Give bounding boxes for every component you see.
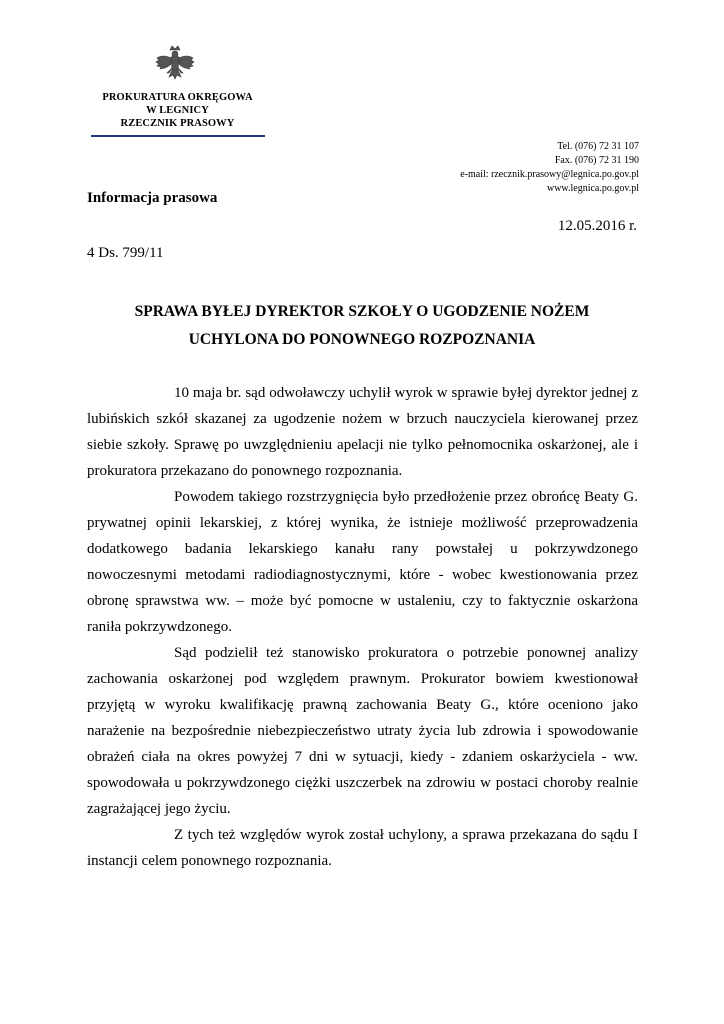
office-name	[90, 91, 265, 130]
office-line-1: PROKURATURA OKRĘGOWA	[102, 92, 253, 103]
contact-block	[460, 140, 639, 196]
document-label: Informacja prasowa	[87, 190, 218, 206]
paragraph: Sąd podzielił też stanowisko prokuratora o potrzebie ponownej analizy zachowania oskarżonej pod względem prawnym. Prokurator bowiem kwestionował przyjętą w wyroku kwalifikację prawną zachowania Beaty G., które oceniono jako narażenie na bezpośrednie niebezpieczeństwo utraty życia lub zdrowia i spowodowanie obrażeń ciała na okres powyżej 7 dni w sytuacji, kiedy - zdaniem oskarżyciela - ww. spowodowała u pokrzywdzonego ciężki uszczerbek na zdrowiu w postaci choroby realnie zagrażającej jego życiu.	[87, 645, 638, 817]
office-line-2: W LEGNICY	[146, 105, 209, 116]
office-line-3: RZECZNIK PRASOWY	[120, 118, 235, 129]
paragraph: 10 maja br. sąd odwoławczy uchylił wyrok w sprawie byłej dyrektor jednej z lubińskich szkół skazanej za ugodzenie nożem w brzuch nauczyciela kierowanej przez siebie szkoły. Sprawę po uwzględnieniu apelacji nie tylko pełnomocnika oskarżonej, ale i prokuratora przekazano do ponownego rozpoznania.	[87, 385, 638, 479]
headline-line-1: SPRAWA BYŁEJ DYREKTOR SZKOŁY O UGODZENIE NOŻEM	[134, 303, 590, 320]
polish-eagle-emblem-icon	[154, 44, 196, 86]
contact-email: e-mail: rzecznik.prasowy@legnica.po.gov.pl	[460, 169, 639, 180]
document-date: 12.05.2016 r.	[557, 218, 637, 234]
paragraph: Z tych też względów wyrok został uchylony, a sprawa przekazana do sądu I instancji celem ponownego rozpoznania.	[87, 827, 638, 869]
headline	[87, 298, 637, 354]
headline-line-2: UCHYLONA DO PONOWNEGO ROZPOZNANIA	[188, 331, 536, 348]
case-number: 4 Ds. 799/11	[87, 245, 164, 261]
article-body	[87, 380, 638, 874]
contact-fax: Fax. (076) 72 31 190	[554, 155, 639, 166]
header-divider	[91, 135, 265, 137]
contact-website: www.legnica.po.gov.pl	[546, 183, 639, 194]
contact-tel: Tel. (076) 72 31 107	[557, 141, 639, 152]
paragraph: Powodem takiego rozstrzygnięcia było przedłożenie przez obrońcę Beaty G. prywatnej opinii lekarskiej, z której wynika, że istnieje możliwość przeprowadzenia dodatkowego badania lekarskiego kanału rany powstałej u pokrzywdzonego nowoczesnymi metodami radiodiagnostycznymi, które - wobec kwestionowania przez obronę sprawstwa ww. – może być pomocne w ustaleniu, czy to faktycznie oskarżona raniła pokrzywdzonego.	[87, 489, 638, 635]
